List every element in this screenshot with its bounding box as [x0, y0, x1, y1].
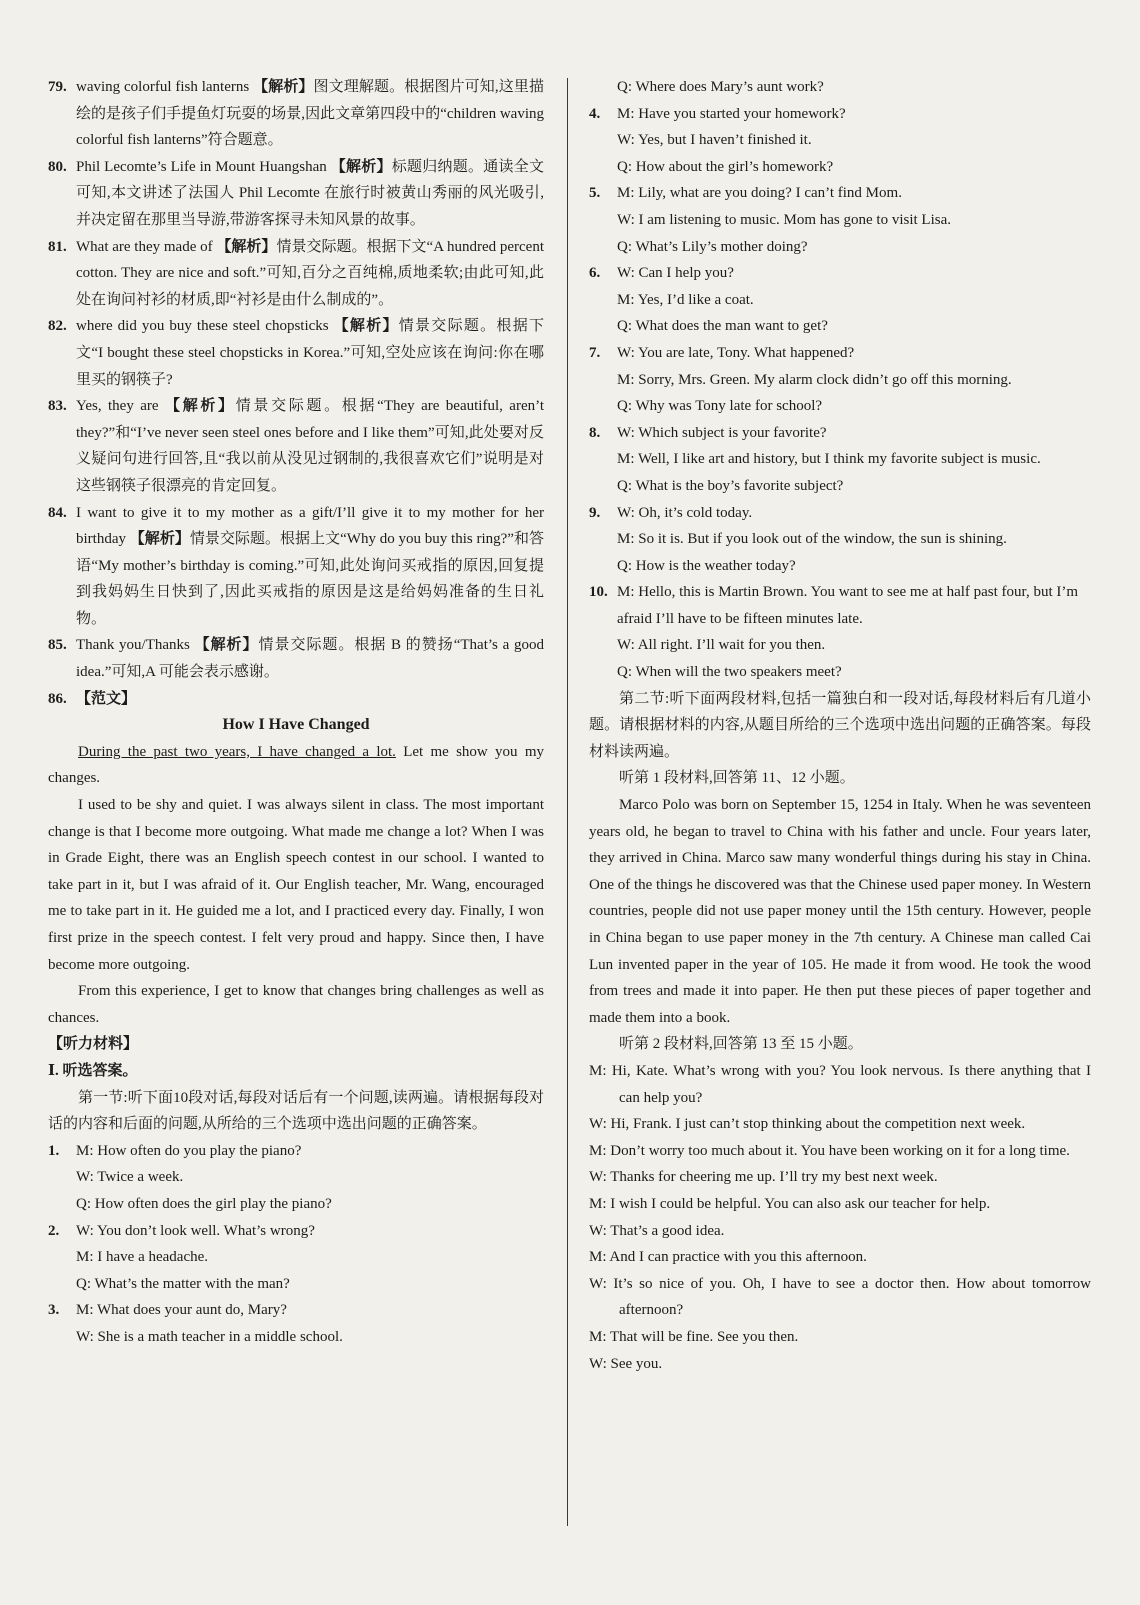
dialog-10: [589, 579, 1091, 685]
dialog-line: M: Well, I like art and history, but I think my favorite subject is music.: [617, 451, 1041, 468]
dialog-number: 10.: [589, 584, 608, 601]
dialog-line: W: She is a math teacher in a middle school.: [76, 1328, 343, 1345]
analysis-tag: 【解析】: [165, 398, 236, 415]
dialog-number: 7.: [589, 344, 601, 361]
analysis-tag: 【解析】: [253, 79, 314, 95]
dialog-question: Q: How about the girl’s homework?: [617, 158, 834, 175]
analysis-text: 情景交际题。根据上文“Why do you buy this ring?”和答语“My mother’s birthday is coming.”可知,此处询问买戒指的原因,回复提到我妈妈生日快到了,因此买戒指的原因是这是给妈妈准备的生日礼物。: [76, 531, 545, 627]
analysis-tag: 【解析】: [129, 531, 190, 548]
essay-paragraph-1-rest: Let me show you my changes.: [48, 743, 544, 787]
dialog-line: M: I have a headache.: [76, 1249, 209, 1266]
analysis-tag: 【解析】: [194, 637, 259, 654]
dialog-number: 3.: [48, 1302, 60, 1319]
answer-text: What are they made of: [76, 238, 213, 255]
analysis-text: 情景交际题。根据下文“A hundred percent cotton. They are nice and soft.”可知,百分之百纯棉,质地柔软;由此可知,此处在询问衬衫的材质,即“衬衫是由什么制成的”。: [76, 238, 545, 308]
dialog-line: M: What does your aunt do, Mary?: [76, 1302, 287, 1319]
dialog-1: [48, 1138, 544, 1218]
analysis-text: 情景交际题。根据“They are beautiful, aren’t they?”和“I’ve never seen steel ones before and I like them”可知,此处要对反义疑问句进行回答,且“我以前从没见过钢制的,我很喜欢它们”说明是对这些钢筷子很漂亮的肯定回复。: [76, 398, 544, 494]
dialog-line: M: That will be fine. See you then.: [589, 1328, 799, 1345]
dialog-question: Q: What does the man want to get?: [617, 318, 828, 335]
dialog-question: Q: How often does the girl play the piano?: [76, 1195, 332, 1212]
dialog-number: 8.: [589, 424, 601, 441]
answer-79: [48, 74, 544, 154]
dialog-question: Q: What’s the matter with the man?: [76, 1275, 290, 1292]
dialog-line: M: Hello, this is Martin Brown. You want to see me at half past four, but I’m afraid I’ll have to be fifteen minutes late.: [617, 584, 1079, 627]
dialog-line: W: Which subject is your favorite?: [617, 424, 827, 441]
answer-text: Phil Lecomte’s Life in Mount Huangshan: [76, 158, 327, 175]
dialog-number: 2.: [48, 1222, 60, 1239]
analysis-text: 情景交际题。根据 B 的赞扬“That’s a good idea.”可知,A 可能会表示感谢。: [76, 637, 544, 681]
analysis-text: 情景交际题。根据下文“I bought these steel chopsticks in Korea.”可知,空处应该在询问:你在哪里买的钢筷子?: [76, 318, 544, 388]
dialog-line: W: Twice a week.: [76, 1169, 184, 1186]
analysis-tag: 【解析】: [330, 158, 392, 175]
dialog-line: M: Have you started your homework?: [617, 105, 846, 122]
answer-80: [48, 154, 544, 234]
question-number: 81.: [48, 238, 67, 255]
dialog-line: W: I am listening to music. Mom has gone to visit Lisa.: [617, 211, 951, 228]
question-number: 79.: [48, 79, 67, 95]
dialog-line: M: So it is. But if you look out of the window, the sun is shining.: [617, 531, 1007, 548]
essay-paragraph-2: I used to be shy and quiet. I was always silent in class. The most important change is that I become more outgoing. What made me change a lot? When I was in Grade Eight, there was an English speech contest in our school. I wanted to take part in it, but I was afraid of it. Our English teacher, Mr. Wang, encouraged me to take part in it. He guided me a lot, and I practiced every day. Finally, I won first prize in the speech contest. I felt very proud and happy. Since then, I have become more outgoing.: [48, 797, 544, 973]
dialog-line: W: Oh, it’s cold today.: [617, 504, 753, 521]
sample-essay-tag: 【范文】: [76, 690, 137, 707]
dialog-line: M: How often do you play the piano?: [76, 1142, 302, 1159]
listening-heading: 【听力材料】: [48, 1036, 139, 1053]
essay-underlined-sentence: During the past two years, I have changed a lot.: [78, 743, 396, 760]
dialog-8: [589, 420, 1091, 500]
dialog-number: 6.: [589, 265, 601, 282]
essay-title: How I Have Changed: [222, 716, 370, 734]
dialog-line: M: Hi, Kate. What’s wrong with you? You look nervous. Is there anything that I can help you?: [589, 1062, 1091, 1106]
question-number: 82.: [48, 318, 67, 335]
question-number: 86.: [48, 690, 67, 707]
answer-85: [48, 632, 544, 685]
left-column: [48, 74, 544, 1351]
dialog-line: W: That’s a good idea.: [589, 1222, 725, 1239]
question-number: 84.: [48, 504, 67, 521]
dialog-line: W: It’s so nice of you. Oh, I have to see a doctor then. How about tomorrow afternoon?: [589, 1275, 1091, 1319]
answer-text: waving colorful fish lanterns: [76, 79, 250, 95]
essay-paragraph-1: [48, 739, 544, 792]
dialog-6: [589, 260, 1091, 340]
dialog-line: W: Thanks for cheering me up. I’ll try my best next week.: [589, 1169, 938, 1186]
dialog-5: [589, 180, 1091, 260]
answer-text: Yes, they are: [76, 398, 159, 415]
dialog-4: [589, 101, 1091, 181]
part2-instructions: 第二节:听下面两段材料,包括一篇独白和一段对话,每段材料后有几道小题。请根据材料的内容,从题目所给的三个选项中选出问题的正确答案。每段材料读两遍。: [589, 690, 1091, 760]
dialog-line: M: I wish I could be helpful. You can also ask our teacher for help.: [589, 1195, 991, 1212]
dialog-2: [48, 1218, 544, 1298]
dialog-question: Q: When will the two speakers meet?: [617, 664, 842, 681]
dialog-question: Q: What’s Lily’s mother doing?: [617, 238, 808, 255]
right-column: [589, 74, 1091, 1377]
dialog-number: 9.: [589, 504, 601, 521]
question-number: 80.: [48, 158, 67, 175]
analysis-text: 标题归纳题。通读全文可知,本文讲述了法国人 Phil Lecomte 在旅行时被黄山秀丽的风光吸引,并决定留在那里当导游,带游客探寻未知风景的故事。: [76, 158, 544, 228]
dialog-9: [589, 500, 1091, 580]
dialog-3: [48, 1297, 544, 1350]
dialog-number: 1.: [48, 1142, 60, 1159]
dialog-3-question: [589, 74, 1091, 101]
dialog-question: Q: Why was Tony late for school?: [617, 398, 823, 415]
analysis-tag: 【解析】: [216, 238, 277, 255]
answer-84: [48, 500, 544, 633]
dialog-line: M: Sorry, Mrs. Green. My alarm clock didn’t go off this morning.: [617, 371, 1012, 388]
answer-text: I want to give it to my mother as a gift/I’ll give it to my mother for her birthday: [76, 504, 544, 548]
essay-paragraph-3: From this experience, I get to know that changes bring challenges as well as chances.: [48, 983, 544, 1026]
dialog-7: [589, 340, 1091, 420]
dialog-line: W: You don’t look well. What’s wrong?: [76, 1222, 315, 1239]
part1-instructions: 第一节:听下面10段对话,每段对话后有一个问题,读两遍。请根据每段对话的内容和后面的问题,从所给的三个选项中选出问题的正确答案。: [48, 1089, 544, 1133]
dialog-number: 5.: [589, 185, 601, 202]
answer-83: [48, 393, 544, 499]
dialog-line: W: You are late, Tony. What happened?: [617, 344, 855, 361]
dialog-line: W: Hi, Frank. I just can’t stop thinking about the competition next week.: [589, 1116, 1026, 1133]
dialog-question: Q: Where does Mary’s aunt work?: [617, 79, 824, 95]
answer-text: Thank you/Thanks: [76, 637, 190, 654]
question-number: 83.: [48, 398, 67, 415]
material-1-intro: 听第 1 段材料,回答第 11、12 小题。: [619, 770, 855, 787]
answer-82: [48, 313, 544, 393]
analysis-text: 图文理解题。根据图片可知,这里描绘的是孩子们手提鱼灯玩耍的场景,因此文章第四段中的“children waving colorful fish lanterns”符合题意。: [76, 79, 544, 149]
material-2-dialog: [589, 1058, 1091, 1377]
dialog-line: W: Can I help you?: [617, 265, 734, 282]
dialog-line: W: See you.: [589, 1355, 663, 1372]
material-1-text: Marco Polo was born on September 15, 1254 in Italy. When he was seventeen years old, he began to travel to China with his father and uncle. Four years later, they arrived in China. Marco saw many wonderful things during his stay in China. One of the things he discovered was that the Chinese used paper money. In Western countries, people did not use paper money until the 15th century. However, people in China began to use paper money in the 7th century. A Chinese man called Cai Lun invented paper in the year of 105. He made it from wood. He took the wood from trees and made it into paper. He then put these pieces of paper together and made them into a book.: [589, 797, 1091, 1026]
material-2-intro: 听第 2 段材料,回答第 13 至 15 小题。: [619, 1036, 863, 1053]
dialog-line: M: Yes, I’d like a coat.: [617, 291, 754, 308]
section-i-heading: Ⅰ. 听选答案。: [48, 1062, 138, 1079]
dialog-number: 4.: [589, 105, 601, 122]
column-divider: [567, 78, 568, 1526]
dialog-question: Q: How is the weather today?: [617, 557, 796, 574]
question-number: 85.: [48, 637, 67, 654]
dialog-line: M: Lily, what are you doing? I can’t find Mom.: [617, 185, 902, 202]
answer-text: where did you buy these steel chopsticks: [76, 318, 329, 335]
dialog-line: W: All right. I’ll wait for you then.: [617, 637, 826, 654]
dialog-line: M: And I can practice with you this afternoon.: [589, 1249, 867, 1266]
dialog-line: M: Don’t worry too much about it. You have been working on it for a long time.: [589, 1142, 1070, 1159]
answer-86: [48, 686, 544, 713]
dialog-line: W: Yes, but I haven’t finished it.: [617, 132, 812, 149]
analysis-tag: 【解析】: [333, 318, 399, 335]
dialog-question: Q: What is the boy’s favorite subject?: [617, 477, 844, 494]
answer-81: [48, 234, 544, 314]
